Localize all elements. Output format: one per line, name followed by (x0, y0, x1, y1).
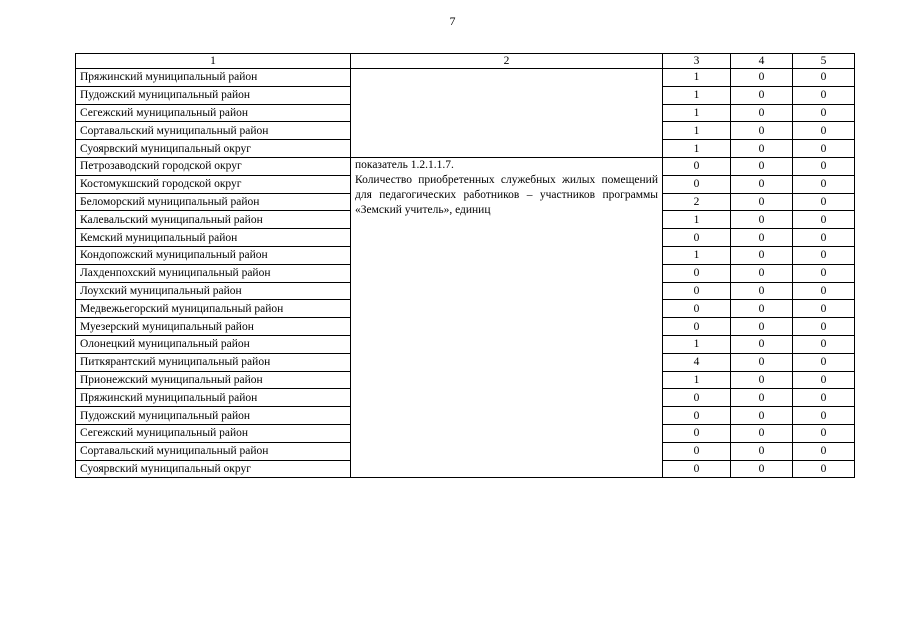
value-col-5: 0 (793, 86, 855, 104)
value-col-4: 0 (731, 193, 793, 211)
value-col-3: 1 (663, 122, 731, 140)
value-col-3: 1 (663, 104, 731, 122)
indicator-cell (351, 157, 663, 477)
value-col-3: 1 (663, 335, 731, 353)
value-col-4: 0 (731, 86, 793, 104)
value-col-5: 0 (793, 157, 855, 175)
value-col-4: 0 (731, 335, 793, 353)
district-name: Суоярвский муниципальный округ (76, 460, 351, 478)
value-col-3: 0 (663, 389, 731, 407)
district-name: Сегежский муниципальный район (76, 104, 351, 122)
value-col-4: 0 (731, 175, 793, 193)
district-name: Муезерский муниципальный район (76, 318, 351, 336)
value-col-3: 0 (663, 229, 731, 247)
value-col-4: 0 (731, 371, 793, 389)
value-col-5: 0 (793, 424, 855, 442)
value-col-4: 0 (731, 424, 793, 442)
value-col-3: 0 (663, 318, 731, 336)
value-col-4: 0 (731, 442, 793, 460)
value-col-4: 0 (731, 229, 793, 247)
district-name: Костомукшский городской округ (76, 175, 351, 193)
value-col-5: 0 (793, 407, 855, 425)
value-col-3: 0 (663, 300, 731, 318)
value-col-4: 0 (731, 318, 793, 336)
value-col-4: 0 (731, 211, 793, 229)
value-col-3: 0 (663, 264, 731, 282)
district-name: Пряжинский муниципальный район (76, 389, 351, 407)
value-col-4: 0 (731, 460, 793, 478)
district-name: Лоухский муниципальный район (76, 282, 351, 300)
value-col-4: 0 (731, 122, 793, 140)
header-cell-5: 5 (793, 54, 855, 69)
value-col-3: 1 (663, 211, 731, 229)
district-name: Лахденпохский муниципальный район (76, 264, 351, 282)
header-cell-3: 3 (663, 54, 731, 69)
value-col-3: 1 (663, 246, 731, 264)
value-col-5: 0 (793, 371, 855, 389)
value-col-3: 0 (663, 282, 731, 300)
district-name: Сортавальский муниципальный район (76, 442, 351, 460)
value-col-5: 0 (793, 69, 855, 87)
value-col-4: 0 (731, 157, 793, 175)
value-col-5: 0 (793, 335, 855, 353)
value-col-3: 1 (663, 371, 731, 389)
value-col-3: 1 (663, 69, 731, 87)
header-cell-4: 4 (731, 54, 793, 69)
value-col-4: 0 (731, 69, 793, 87)
table-row (76, 157, 855, 175)
table-row (76, 69, 855, 87)
district-name: Пудожский муниципальный район (76, 86, 351, 104)
value-col-3: 0 (663, 460, 731, 478)
district-name: Питкярантский муниципальный район (76, 353, 351, 371)
value-col-4: 0 (731, 104, 793, 122)
indicator-description: Количество приобретенных служебных жилых помещений для педагогических работников – участников программы «Земский учитель», единиц (355, 173, 658, 216)
district-name: Петрозаводский городской округ (76, 157, 351, 175)
indicator-cell-prev (351, 69, 663, 158)
indicator-table (75, 53, 855, 478)
value-col-5: 0 (793, 140, 855, 158)
district-name: Медвежьегорский муниципальный район (76, 300, 351, 318)
value-col-5: 0 (793, 282, 855, 300)
value-col-4: 0 (731, 389, 793, 407)
value-col-3: 2 (663, 193, 731, 211)
value-col-4: 0 (731, 140, 793, 158)
value-col-5: 0 (793, 193, 855, 211)
value-col-5: 0 (793, 300, 855, 318)
district-name: Пудожский муниципальный район (76, 407, 351, 425)
value-col-4: 0 (731, 264, 793, 282)
value-col-3: 1 (663, 140, 731, 158)
value-col-5: 0 (793, 442, 855, 460)
value-col-4: 0 (731, 246, 793, 264)
value-col-4: 0 (731, 300, 793, 318)
indicator-code: показатель 1.2.1.1.7. (355, 158, 454, 171)
value-col-3: 0 (663, 175, 731, 193)
value-col-5: 0 (793, 460, 855, 478)
district-name: Олонецкий муниципальный район (76, 335, 351, 353)
header-row (76, 54, 855, 69)
value-col-5: 0 (793, 264, 855, 282)
value-col-3: 4 (663, 353, 731, 371)
value-col-4: 0 (731, 282, 793, 300)
value-col-3: 0 (663, 407, 731, 425)
value-col-5: 0 (793, 175, 855, 193)
value-col-4: 0 (731, 353, 793, 371)
value-col-5: 0 (793, 211, 855, 229)
value-col-3: 0 (663, 424, 731, 442)
district-name: Сегежский муниципальный район (76, 424, 351, 442)
header-cell-1: 1 (76, 54, 351, 69)
table-body (76, 54, 855, 478)
district-name: Калевальский муниципальный район (76, 211, 351, 229)
district-name: Кемский муниципальный район (76, 229, 351, 247)
district-name: Суоярвский муниципальный округ (76, 140, 351, 158)
value-col-5: 0 (793, 389, 855, 407)
value-col-5: 0 (793, 122, 855, 140)
value-col-5: 0 (793, 353, 855, 371)
value-col-3: 0 (663, 442, 731, 460)
district-name: Сортавальский муниципальный район (76, 122, 351, 140)
value-col-5: 0 (793, 104, 855, 122)
header-cell-2: 2 (351, 54, 663, 69)
value-col-5: 0 (793, 229, 855, 247)
district-name: Пряжинский муниципальный район (76, 69, 351, 87)
value-col-3: 0 (663, 157, 731, 175)
district-name: Беломорский муниципальный район (76, 193, 351, 211)
value-col-3: 1 (663, 86, 731, 104)
value-col-5: 0 (793, 246, 855, 264)
value-col-5: 0 (793, 318, 855, 336)
page-number: 7 (449, 14, 456, 28)
district-name: Прионежский муниципальный район (76, 371, 351, 389)
value-col-4: 0 (731, 407, 793, 425)
district-name: Кондопожский муниципальный район (76, 246, 351, 264)
